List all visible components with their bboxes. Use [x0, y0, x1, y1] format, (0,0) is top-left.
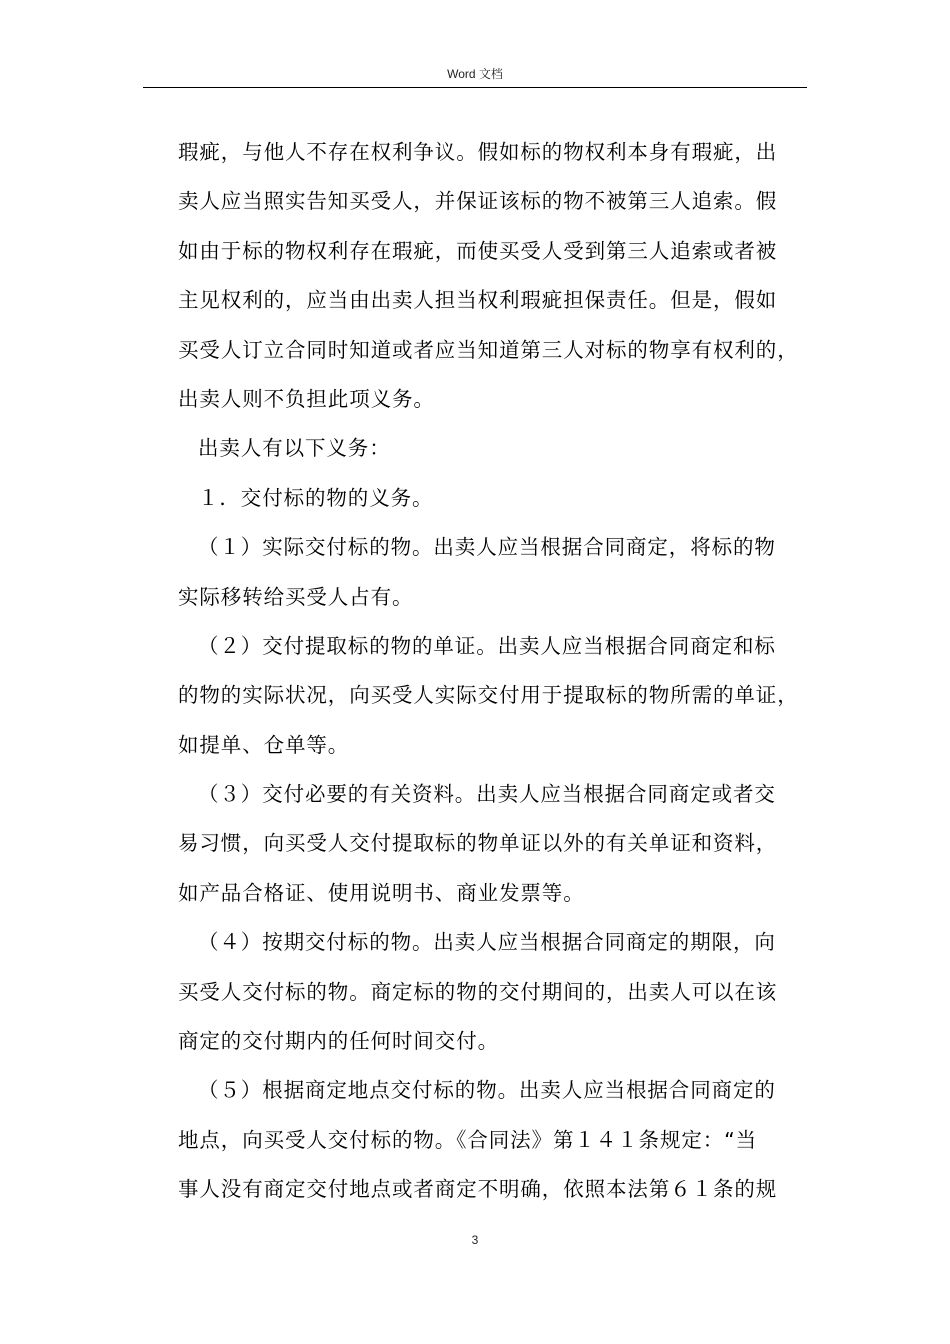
paragraph-warranty: [178, 128, 814, 424]
text-line: 地点，向买受人交付标的物。《合同法》第１４１条规定：“当: [178, 1127, 758, 1152]
text-line: 如产品合格证、使用说明书、商业发票等。: [178, 880, 585, 905]
paragraph-item-1: [178, 474, 814, 523]
header-divider: [143, 87, 807, 88]
paragraph-subitem-3: [178, 770, 814, 918]
text-line: （３）交付必要的有关资料。出卖人应当根据合同商定或者交: [198, 782, 776, 807]
text-line: 买受人订立合同时知道或者应当知道第三人对标的物享有权利的，: [178, 337, 799, 362]
text-line: 实际移转给买受人占有。: [178, 584, 414, 609]
page-number: 3: [471, 1233, 479, 1247]
page-header-title: Word 文档: [447, 67, 503, 81]
paragraph-subitem-4: [178, 918, 814, 1066]
text-line: 出卖人有以下义务：: [198, 436, 391, 461]
paragraph-seller-obligations: [178, 424, 814, 473]
text-line: 卖人应当照实告知买受人，并保证该标的物不被第三人追索。假: [178, 189, 778, 214]
text-line: 买受人交付标的物。商定标的物的交付期间的，出卖人可以在该: [178, 979, 778, 1004]
text-line: 易习惯，向买受人交付提取标的物单证以外的有关单证和资料，: [178, 831, 778, 856]
text-line: 瑕疵，与他人不存在权利争议。假如标的物权利本身有瑕疵，出: [178, 140, 778, 164]
text-line: 事人没有商定交付地点或者商定不明确，依照本法第６１条的规: [178, 1177, 778, 1202]
text-line: （４）按期交付标的物。出卖人应当根据合同商定的期限，向: [198, 930, 776, 955]
text-line: 的物的实际状况，向买受人实际交付用于提取标的物所需的单证，: [178, 683, 799, 708]
text-line: 主见权利的，应当由出卖人担当权利瑕疵担保责任。但是，假如: [178, 288, 778, 313]
text-line: １．交付标的物的义务。: [198, 485, 434, 510]
text-line: 如提单、仓单等。: [178, 732, 350, 757]
text-line: （２）交付提取标的物的单证。出卖人应当根据合同商定和标: [198, 633, 776, 658]
text-line: （１）实际交付标的物。出卖人应当根据合同商定，将标的物: [198, 535, 776, 560]
paragraph-subitem-2: [178, 622, 814, 770]
text-line: 商定的交付期内的任何时间交付。: [178, 1029, 499, 1054]
text-line: （５）根据商定地点交付标的物。出卖人应当根据合同商定的: [198, 1078, 776, 1103]
text-line: 如由于标的物权利存在瑕疵，而使买受人受到第三人追索或者被: [178, 238, 778, 263]
document-body: [178, 128, 814, 1215]
paragraph-subitem-1: [178, 523, 814, 622]
paragraph-subitem-5: [178, 1066, 814, 1214]
text-line: 出卖人则不负担此项义务。: [178, 386, 435, 411]
